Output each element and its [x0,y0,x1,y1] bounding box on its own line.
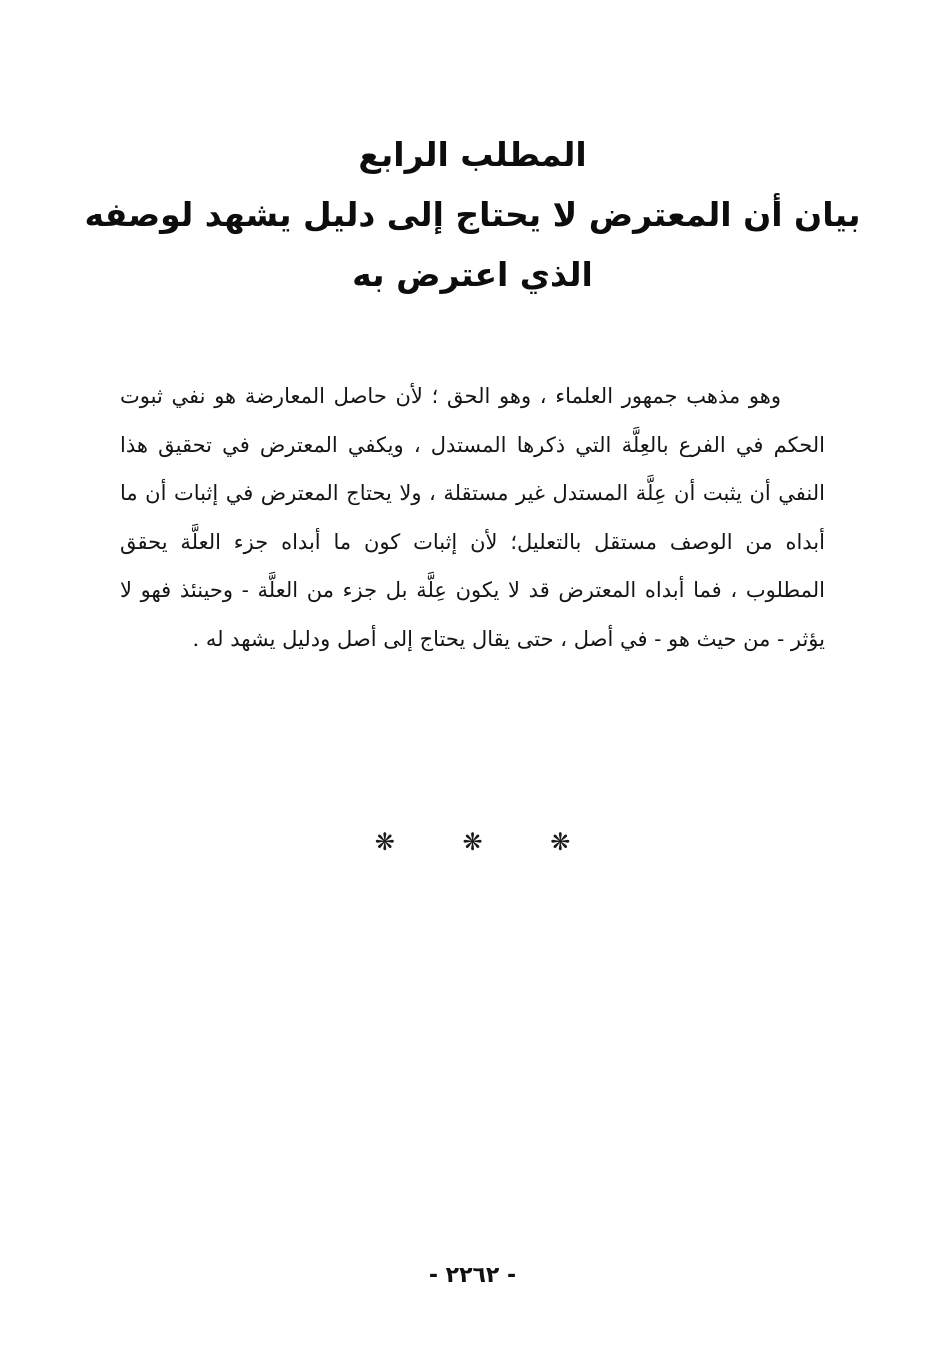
asterism-mark: ❋ [462,828,483,856]
page-number: - ٢٢٦٢ - [428,1263,517,1288]
body-paragraph: وهو مذهب جمهور العلماء ، وهو الحق ؛ لأن حاصل المعارضة هو نفي ثبوت الحكم في الفرع بالعِلَّة التي ذكرها المستدل ، ويكفي المعترض في تحقيق هذا النفي أن يثبت أن عِلَّة المستدل غير مستقلة ، ولا يحتاج المعترض في إثبات أن ما أبداه من الوصف مستقل بالتعليل؛ لأن إثبات كون ما أبداه جزء العلَّة يحقق المطلوب ، فما أبداه المعترض قد لا يكون عِلَّة بل جزء من العلَّة - وحينئذ فهو لا يؤثر - من حيث هو - في أصل ، حتى يقال يحتاج إلى أصل ودليل يشهد له . [120,384,825,651]
asterism-mark: ❋ [550,828,571,856]
section-separator [0,822,945,862]
section-subtitle-line-1: بيان أن المعترض لا يحتاج إلى دليل يشهد لوصفه [84,195,861,234]
section-subtitle-line-2: الذي اعترض به [352,255,593,294]
section-heading [60,125,885,305]
section-title: المطلب الرابع [358,135,587,174]
body-text [120,372,825,663]
asterism-mark: ❋ [374,828,395,856]
